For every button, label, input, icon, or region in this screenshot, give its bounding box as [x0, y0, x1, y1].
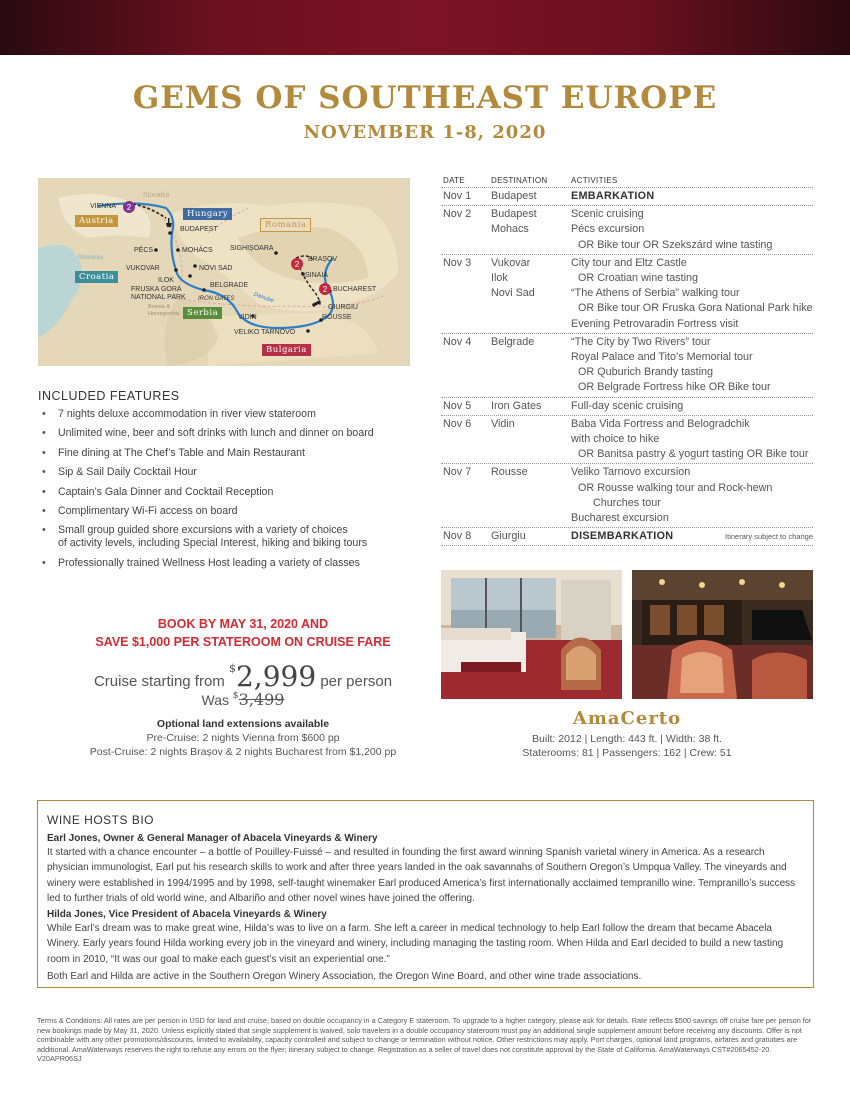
itinerary-activity: Full-day scenic cruising [571, 399, 684, 412]
map-country-croatia: Croatia [75, 271, 118, 283]
itinerary-activity: Pécs excursion [571, 223, 645, 236]
map-city-veliko-tarnovo: VELIKO TARNOVO [234, 329, 296, 336]
itinerary-date: Nov 8 [443, 530, 472, 543]
map-label-slovakia: Slovakia [143, 192, 170, 199]
itinerary-note: Itinerary subject to change [725, 532, 813, 541]
map-city-rousse: ROUSSE [322, 314, 352, 321]
itinerary-destination: Iron Gates [491, 399, 542, 412]
map-country-bulgaria: Bulgaria [262, 344, 311, 356]
extensions-heading: Optional land extensions available [156, 718, 330, 730]
feature-item: • Sip & Sail Daily Cocktail Hour [40, 466, 420, 479]
itinerary-activity: EMBARKATION [571, 190, 655, 202]
itinerary-row [441, 334, 813, 398]
itinerary-activity: with choice to hike [571, 433, 660, 446]
bio-host2-text: While Earl’s dream was to make great wine, Hilda’s was to live on a farm. She left a career in medical technology to help Earl follow the dream that became Abacela Winery. Early years found Hilda working every job in the vineyard and winery, including managing the tasting room. When Hilda and Earl decided to build a new tasting room in 2010, “It was our goal to make each guest’s visit an experiential one.” [47, 923, 784, 965]
map-city-budapest: BUDAPEST [180, 226, 218, 233]
stateroom-photo [441, 570, 622, 699]
itinerary-activities-cell [571, 189, 813, 204]
itinerary-activity: OR Croatian wine tasting [578, 272, 699, 285]
itinerary-activity: Scenic cruising [571, 208, 644, 221]
itinerary-destination-cell [491, 465, 571, 526]
was-price-row [38, 690, 448, 709]
itinerary-activities-cell [571, 417, 813, 463]
pre-cruise-extension: Pre-Cruise: 2 nights Vienna from $600 pp [146, 732, 340, 744]
feature-item: • Professionally trained Wellness Host leading a variety of classes [40, 557, 420, 570]
itinerary-destination: Budapest [491, 208, 537, 221]
map-city-bucharest: BUCHAREST [333, 286, 377, 293]
map-city-vidin: VIDIN [238, 314, 257, 321]
itinerary-destination-cell [491, 207, 571, 253]
itinerary-row [441, 464, 813, 528]
itinerary-destination: Ilok [491, 272, 508, 285]
itinerary-activities-cell [571, 399, 813, 414]
itinerary-destination-cell [491, 335, 571, 396]
itinerary-activity: OR Banitsa pastry & yogurt tasting OR Bike tour [578, 448, 809, 461]
price-suffix: per person [320, 673, 393, 690]
map-country-hungary: Hungary [183, 208, 232, 220]
map-label-bosnia: Bosnia & Herzegovina [148, 304, 179, 317]
map-city-sighisoara: SIGHIȘOARA [230, 245, 274, 252]
feature-item: • Unlimited wine, beer and soft drinks with lunch and dinner on board [40, 427, 420, 440]
itinerary-date: Nov 5 [443, 399, 472, 412]
itinerary-activity: Royal Palace and Tito’s Memorial tour [571, 351, 753, 364]
map-country-romania: Romania [260, 218, 311, 232]
itinerary-table [441, 176, 813, 546]
itinerary-activities-cell [571, 207, 813, 253]
price-value: 2,999 [235, 660, 317, 693]
map-city-novi-sad: NOVI SAD [199, 265, 233, 272]
was-label: Was [201, 692, 230, 708]
itinerary-activity: OR Belgrade Fortress hike OR Bike tour [578, 381, 771, 394]
post-cruise-extension: Post-Cruise: 2 nights Brașov & 2 nights Bucharest from $1,200 pp [89, 746, 397, 758]
was-currency: $ [232, 691, 239, 701]
map-city-vukovar: VUKOVAR [126, 265, 160, 272]
itinerary-activities-cell [571, 465, 813, 526]
itinerary-activity: Churches tour [593, 496, 661, 509]
top-banner [0, 0, 850, 55]
itinerary-row [441, 416, 813, 465]
svg-text:2: 2 [294, 260, 300, 269]
map-country-austria: Austria [75, 215, 118, 227]
feature-item: • Captain’s Gala Dinner and Cocktail Reception [40, 486, 420, 499]
itinerary-destination-cell [491, 189, 571, 204]
itinerary-destination: Budapest [491, 190, 537, 202]
itinerary-destination-cell [491, 399, 571, 414]
itinerary-activity: “The Athens of Serbia” walking tour [571, 287, 740, 300]
itinerary-date: Nov 1 [443, 190, 472, 202]
cruise-dates: NOVEMBER 1-8, 2020 [303, 122, 547, 143]
itinerary-date: Nov 4 [443, 335, 472, 348]
route-map [38, 178, 410, 366]
itinerary-header-row [441, 176, 813, 188]
price-prefix: Cruise starting from [93, 673, 225, 690]
itinerary-activity: Baba Vida Fortress and Belogradchik [571, 417, 750, 430]
itinerary-activities-cell [571, 256, 813, 332]
itinerary-date: Nov 3 [443, 256, 472, 269]
map-city-giurgiu: GIURGIU [328, 304, 358, 311]
offer-headline: BOOK BY MAY 31, 2020 AND [157, 617, 329, 631]
ship-specs-line2: Staterooms: 81 | Passengers: 162 | Crew: 51 [522, 747, 732, 759]
map-city-belgrade: BELGRADE [210, 282, 249, 289]
included-features-list [40, 408, 420, 576]
map-city-sinaia: SINAIA [305, 272, 328, 279]
map-river-danube: Danube [252, 291, 275, 305]
itinerary-destination: Belgrade [491, 335, 535, 348]
map-country-serbia: Serbia [183, 307, 222, 319]
bio-closing-text: Both Earl and Hilda are active in the Southern Oregon Winery Association, the Oregon Wine Board, and other wine trade associations. [47, 971, 642, 983]
feature-item: • Complimentary Wi-Fi access on board [40, 505, 420, 518]
map-label-slovenia: Slovenia [78, 254, 103, 261]
itinerary-activity: “The City by Two Rivers” tour [571, 335, 711, 348]
map-park-fruska-gora: FRUSKA GORA NATIONAL PARK [131, 286, 186, 301]
itinerary-date: Nov 7 [443, 466, 472, 479]
itinerary-activity: OR Bike tour OR Szekszárd wine tasting [578, 238, 773, 251]
feature-item: • Fine dining at The Chef’s Table and Main Restaurant [40, 447, 420, 460]
itinerary-destination: Mohacs [491, 223, 529, 236]
map-iron-gates: IRON GATES [198, 296, 235, 302]
itinerary-destination-cell [491, 256, 571, 332]
map-city-brasov: BRAȘOV [308, 256, 338, 263]
itinerary-activity: Bucharest excursion [571, 512, 669, 525]
feature-item: • 7 nights deluxe accommodation in river view stateroom [40, 408, 420, 421]
bio-host1-name: Earl Jones, Owner & General Manager of Abacela Vineyards & Winery [47, 833, 378, 844]
lounge-photo [632, 570, 813, 699]
map-city-ilok: ILOK [158, 277, 174, 284]
feature-item-continued: of activity levels, including Special Interest, hiking and biking tours [58, 537, 368, 550]
itinerary-header-date: DATE [443, 176, 465, 185]
itinerary-activity: City tour and Eltz Castle [571, 256, 687, 269]
itinerary-activity: DISEMBARKATION [571, 530, 674, 543]
terms-and-conditions: Terms & Conditions: All rates are per person in USD for land and cruise, based on double occupancy in a Category E stateroom. To upgrade to a higher category, please ask for details. Rate reflects $500 savings off cruise fare per person for new bookings made by May 31, 2020. Unless explicitly stated that single supplement is waived, solo travelers in a double occupancy stateroom must pay an additional single supplement amount before receiving any discounts. Offer is not combinable with any other promotions/discounts, limited to availability, capacity controlled and subject to change or termination without notice. Other restrictions may apply. Port charges, optional land programs, airfares and gratuities are additional. AmaWaterways reserves the right to refuse any errors on the flyer; itinerary subject to change. Registration as a seller of travel does not constitute approval by the State of California. AmaWaterways CST#2065452-20. V20APR06SJ [37, 1016, 812, 1064]
itinerary-activity: Evening Petrovaradin Fortress visit [571, 317, 739, 330]
ship-specs-line1: Built: 2012 | Length: 443 ft. | Width: 38 ft. [532, 733, 722, 745]
itinerary-activity: OR Bike tour OR Fruska Gora National Park hike [578, 302, 813, 315]
map-city-mohacs: MOHÁCS [182, 247, 213, 254]
itinerary-header-destination: DESTINATION [491, 176, 548, 185]
itinerary-activity: OR Rousse walking tour and Rock-hewn [578, 481, 773, 494]
included-features-heading: INCLUDED FEATURES [38, 389, 180, 403]
itinerary-destination: Rousse [491, 466, 528, 479]
itinerary-destination-cell [491, 417, 571, 463]
ship-name: AmaCerto [572, 708, 682, 729]
price-row [38, 660, 448, 693]
itinerary-row [441, 255, 813, 334]
itinerary-row [441, 206, 813, 255]
itinerary-activities-cell [571, 335, 813, 396]
was-price-value: 3,499 [238, 690, 285, 709]
itinerary-destination: Giurgiu [491, 530, 526, 543]
itinerary-destination: Vidin [491, 417, 515, 430]
offer-savings: SAVE $1,000 PER STATEROOM ON CRUISE FARE [95, 635, 391, 649]
itinerary-row [441, 398, 813, 416]
price-currency: $ [228, 662, 236, 675]
itinerary-destination: Vukovar [491, 256, 531, 269]
map-city-vienna: VIENNA [90, 203, 117, 210]
bio-heading: WINE HOSTS BIO [47, 813, 155, 827]
itinerary-date: Nov 2 [443, 208, 472, 221]
svg-text:2: 2 [126, 203, 132, 212]
bio-host2-name: Hilda Jones, Vice President of Abacela Vineyards & Winery [47, 909, 327, 921]
itinerary-activity: OR Quburich Brandy tasting [578, 366, 714, 379]
map-city-pecs: PÉCS [134, 247, 154, 254]
itinerary-activity: Veliko Tarnovo excursion [571, 466, 691, 479]
itinerary-header-activities: ACTIVITIES [571, 176, 618, 185]
svg-text:2: 2 [322, 285, 328, 294]
itinerary-row [441, 188, 813, 206]
bio-host1-text: It started with a chance encounter – a bottle of Pouilley-Fuissé – and resulted in founding the first award winning Spanish varietal winery in America. As a research physician immunologist, Earl put his research skills to work and after three years landed in the oak savannahs of Southern Oregon’s Umpqua Valley. The vineyards and winery were established in 1994/1995 and by 1998, self-taught winemaker Earl produced America’s first internationally acclaimed tempranillo wine. Tempranillo’s success led to further trials of old world wine, and Albariño and other novel wines have joined the offering. [47, 847, 796, 904]
itinerary-date: Nov 6 [443, 417, 472, 430]
itinerary-destination-cell [491, 529, 571, 544]
feature-item: • Small group guided shore excursions with a variety of choices [40, 524, 420, 537]
page-title: GEMS OF SOUTHEAST EUROPE [132, 80, 718, 116]
itinerary-destination: Novi Sad [491, 287, 535, 300]
wine-hosts-bio-box [37, 800, 814, 988]
